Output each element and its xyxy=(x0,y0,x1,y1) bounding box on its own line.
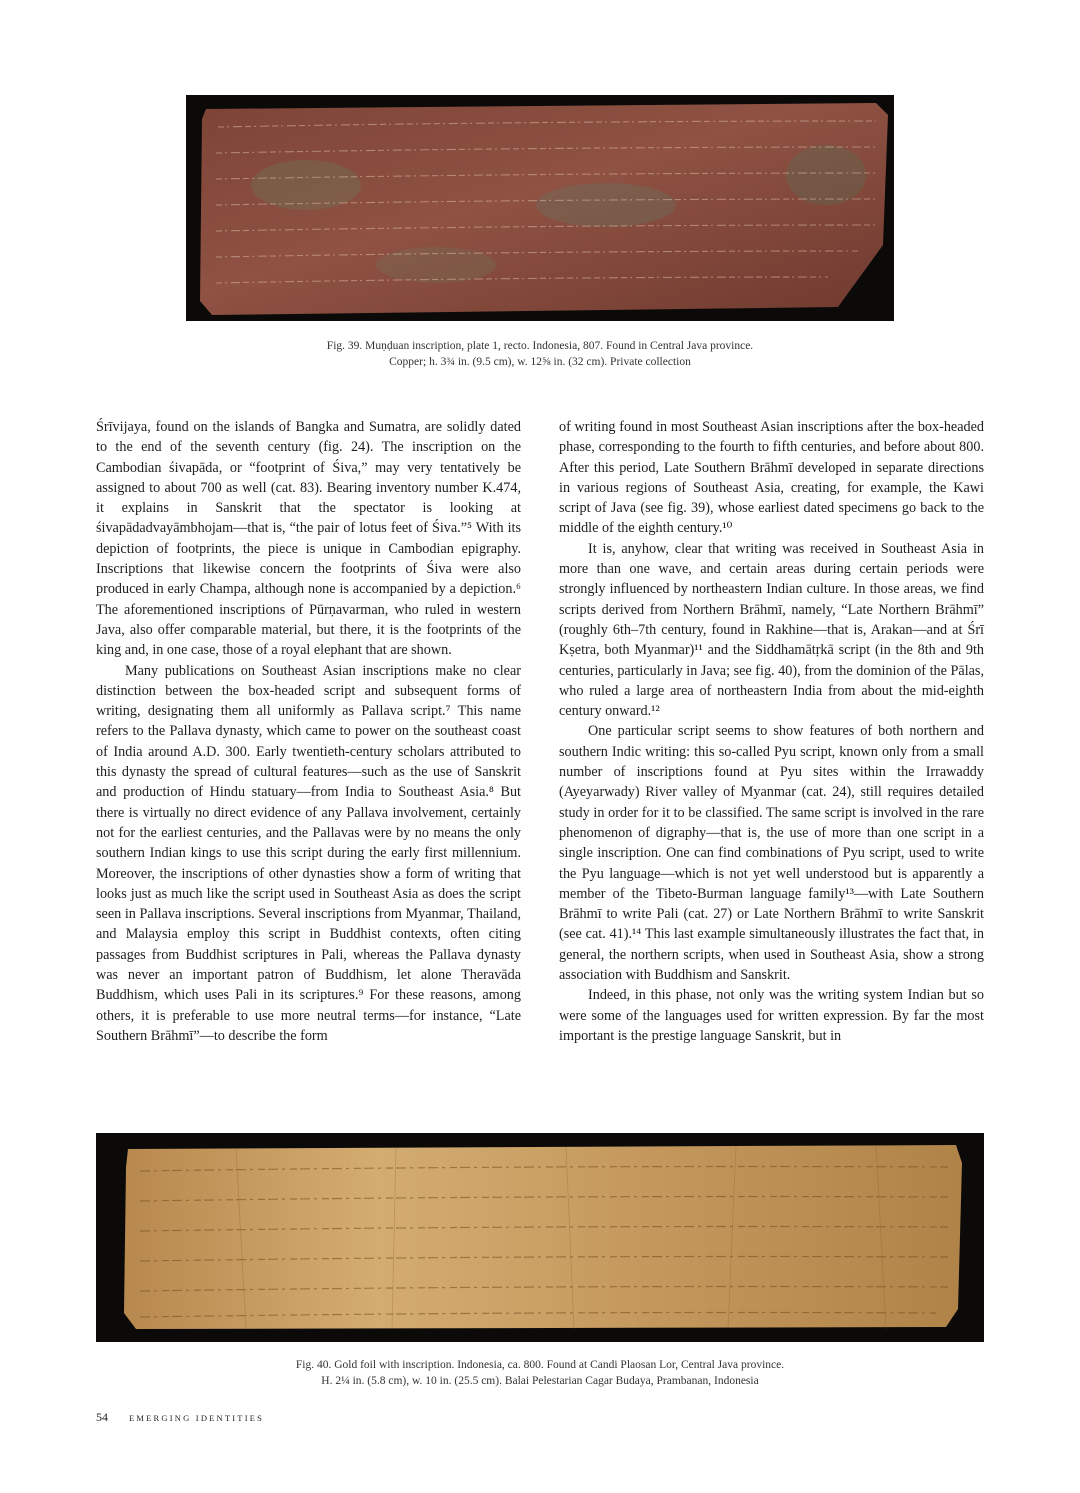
paragraph: It is, anyhow, clear that writing was received in Southeast Asia in more than one wave, and certain areas during certain periods were strongly influenced by northeastern Indian culture. In those areas, we find scripts derived from Northern Brāhmī, namely, “Late Northern Brāhmī” (roughly 6th–7th century, found in Rakhine—that is, Arakan—and at Śrī Kṣetra, both Myanmar)¹¹ and the Siddhamātṛkā script (in the 8th and 9th centuries, particularly in Java; see fig. 40), from the dominion of the Pālas, who ruled a large area of northeastern India from about the mid-eighth century onward.¹² xyxy=(559,540,984,720)
caption-line: H. 2¼ in. (5.8 cm), w. 10 in. (25.5 cm). Balai Pelestarian Cagar Budaya, Prambanan, Indonesia xyxy=(321,1375,759,1387)
figure-39-caption xyxy=(186,338,894,370)
paragraph: Śrīvijaya, found on the islands of Bangka and Sumatra, are solidly dated to the end of the seventh century (fig. 24). The inscription on the Cambodian śivapāda, or “footprint of Śiva,” may very tentatively be assigned to about 700 as well (cat. 83). Bearing inventory number K.474, it explains in Sanskrit that the spectator is looking at śivapādadvayāmbhojam—that is, “the pair of lotus feet of Śiva.”⁵ With its depiction of footprints, the piece is unique in Cambodian epigraphy. Inscriptions that likewise concern the footprints of Śiva were also produced in early Champa, although none is accompanied by a depiction.⁶ The aforementioned inscriptions of Pūrṇavarman, who ruled in western Java, also offer comparable material, but there, it is the footprints of the king and, in one case, those of a royal elephant that are shown. xyxy=(96,419,521,659)
left-text-column xyxy=(96,417,521,1046)
page-footer xyxy=(96,1410,264,1425)
running-head: EMERGING IDENTITIES xyxy=(129,1413,265,1423)
paragraph: Many publications on Southeast Asian inscriptions make no clear distinction between the box-headed script and subsequent forms of writing, designating them all uniformly as Pallava script.⁷ This name refers to the Pallava dynasty, which came to power on the southeast coast of India around A.D. 300. Early twentieth-century scholars attributed to this dynasty the spread of cultural features—such as the use of Sanskrit and production of Hindu statuary—from India to Southeast Asia.⁸ But there is virtually no direct evidence of any Pallava involvement, certainly not for the earliest centuries, and the Pallavas were by no means the only southern Indian kings to use this script during the early first millennium. Moreover, the inscriptions of other dynasties show a form of writing that looks just as much like the script used in Southeast Asia as does the script seen in Pallava inscriptions. Several inscriptions from Myanmar, Thailand, and Malaysia employ this script in Buddhist contexts, often citing passages from Buddhist scriptures in Pali, whereas the Pallava dynasty was never an important patron of Buddhism, let alone Theravāda Buddhism, which uses Pali in its scriptures.⁹ For these reasons, among others, it is preferable to use more neutral terms—for instance, “Late Southern Brāhmī”—to describe the form xyxy=(96,662,521,1044)
paragraph: One particular script seems to show features of both northern and southern Indic writing: this so-called Pyu script, known only from a small number of inscriptions found at Pyu sites within the Irrawaddy (Ayeyarwady) River valley of Myanmar (cat. 24), still requires detailed study in order for it to be classified. The same script is involved in the rare phenomenon of digraphy—that is, the use of more than one script in a single inscription. One can find combinations of Pyu script, used to write the Pyu language—which is not yet well understood but is apparently a member of the Tibeto-Burman language family¹³—with Late Southern Brāhmī to write Pali (cat. 27) or Late Northern Brāhmī to write Sanskrit (see cat. 41).¹⁴ This last example simultaneously illustrates the fact that, in general, the northern scripts, when used in Southeast Asia, show a strong association with Buddhism and Sanskrit. xyxy=(559,723,984,984)
paragraph: Indeed, in this phase, not only was the writing system Indian but so were some of the languages used for written expression. By far the most important is the prestige language Sanskrit, but in xyxy=(559,987,984,1044)
caption-line: Fig. 39. Muṇḍuan inscription, plate 1, recto. Indonesia, 807. Found in Central Java province. xyxy=(326,340,754,352)
page-number: 54 xyxy=(96,1410,108,1424)
right-text-column xyxy=(559,417,984,1046)
figure-40-gold-foil-photo xyxy=(96,1133,984,1342)
paragraph: of writing found in most Southeast Asian inscriptions after the box-headed phase, corresponding to the fourth to fifth centuries, and before about 800. After this period, Late Southern Brāhmī developed in separate directions in various regions of Southeast Asia, creating, for example, the Kawi script of Java (see fig. 39), whose earliest dated specimens go back to the middle of the eighth century.¹⁰ xyxy=(559,419,984,537)
figure-39-copper-plate-photo xyxy=(186,95,894,321)
figure-40-caption xyxy=(96,1357,984,1389)
caption-line: Copper; h. 3¾ in. (9.5 cm), w. 12⅝ in. (32 cm). Private collection xyxy=(389,356,691,368)
caption-line: Fig. 40. Gold foil with inscription. Indonesia, ca. 800. Found at Candi Plaosan Lor, Central Java province. xyxy=(295,1359,785,1371)
